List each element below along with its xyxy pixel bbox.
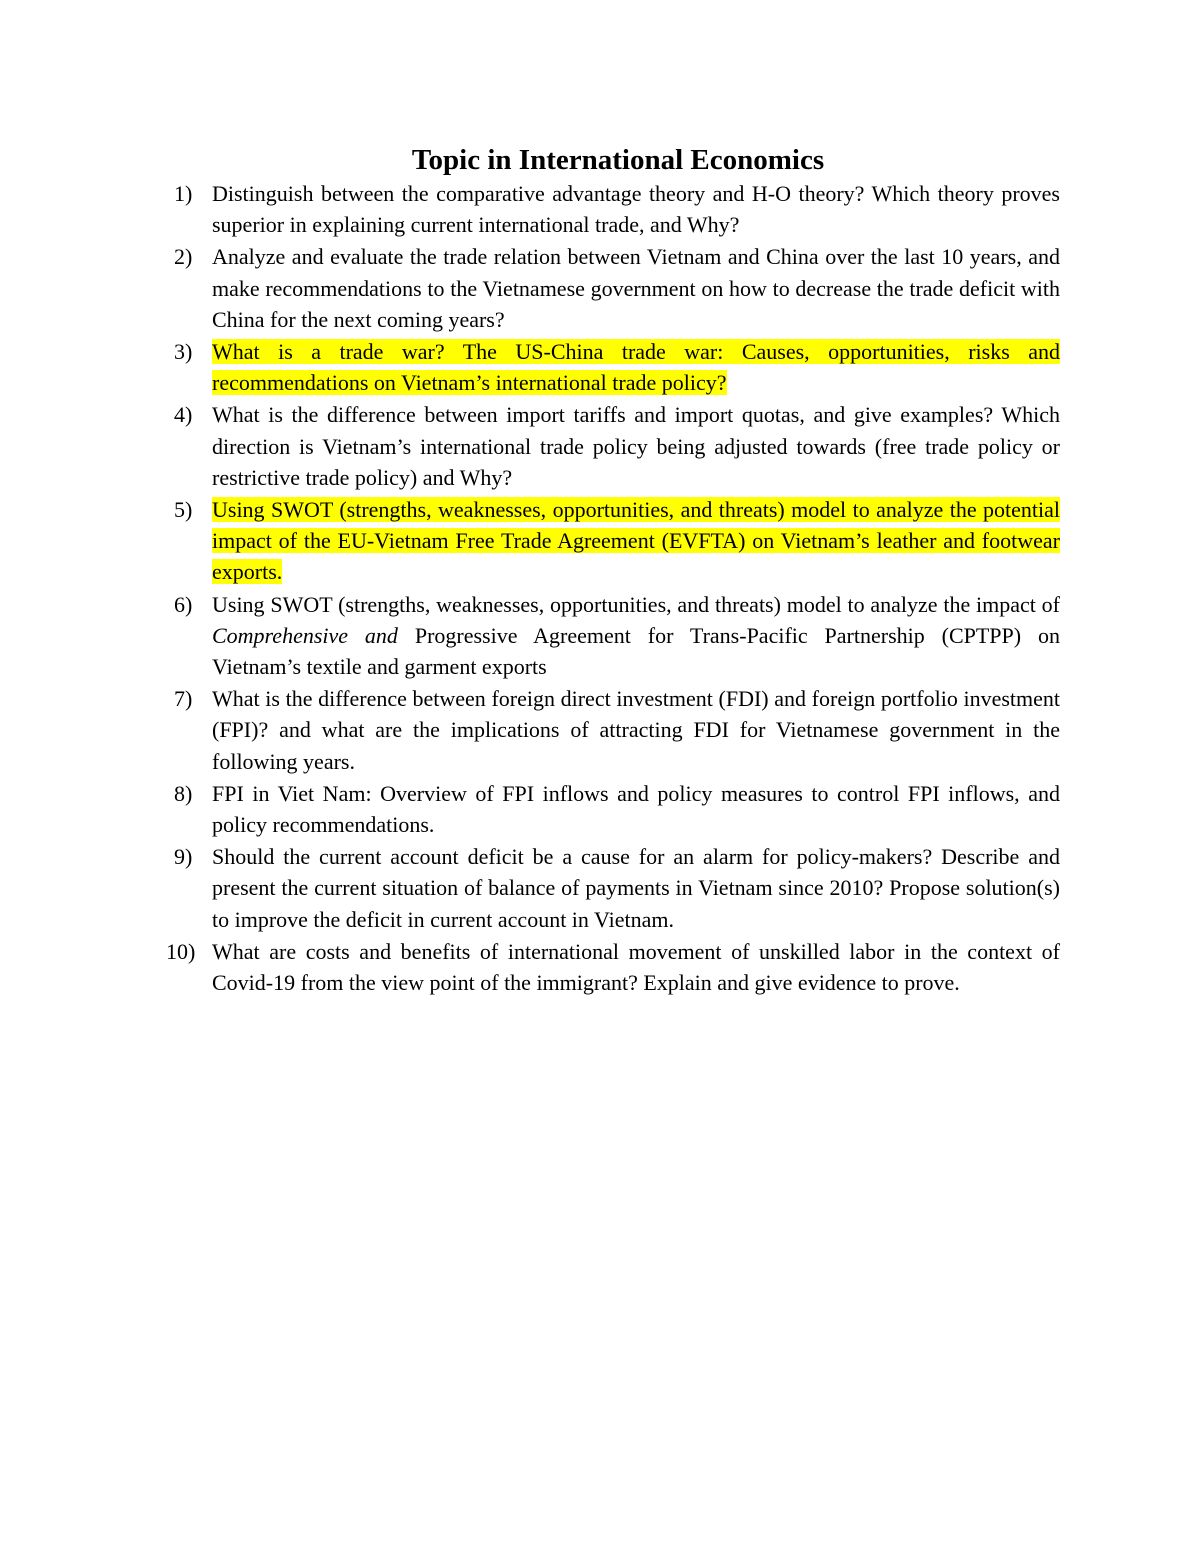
topic-number: 10) [166, 938, 196, 964]
topic-text: What are costs and benefits of international movement of unskilled labor in the context of Covid-19 from the view point of the immigrant? Explain and give evidence to prove. [212, 938, 1060, 996]
topic-text-wrapper [212, 589, 1060, 683]
topic-number: 3) [174, 339, 193, 365]
topic-text: Analyze and evaluate the trade relation between Vietnam and China over the last 10 years, and make recommendations to the Vietnamese government on how to decrease the trade deficit with China for the next coming years? [212, 244, 1060, 332]
topic-number: 4) [174, 402, 193, 428]
topic-item-5 [170, 494, 1060, 588]
topic-text-part: Using SWOT (strengths, weaknesses, opportunities, and threats) model to analyze the impact of [212, 591, 1060, 617]
topic-text: What is the difference between import tariffs and import quotas, and give examples? Which direction is Vietnam’s international trade policy being adjusted towards (free trade policy or restrictive trade policy) and Why? [212, 402, 1060, 490]
topic-item-3 [170, 336, 1060, 398]
topic-number: 9) [174, 844, 193, 870]
topic-text-wrapper [212, 336, 1060, 398]
topic-text-part: Progressive Agreement for Trans-Pacific Partnership (CPTPP) on Vietnam’s textile and garment exports [212, 622, 1060, 680]
document-title: Topic in International Economics [411, 144, 825, 176]
topic-list [166, 178, 1060, 999]
topic-number: 1) [174, 181, 193, 206]
topic-item-2 [170, 241, 1060, 335]
topic-number: 5) [174, 497, 193, 523]
topic-number: 2) [174, 244, 193, 270]
topic-text: What is the difference between foreign direct investment (FDI) and foreign portfolio investment (FPI)? and what are the implications of attracting FDI for Vietnamese government in the following years. [212, 686, 1060, 774]
topic-number: 6) [174, 591, 193, 617]
topic-item-4 [170, 399, 1060, 493]
topic-text: Should the current account deficit be a cause for an alarm for policy-makers? Describe and present the current situation of balance of payments in Vietnam since 2010? Propose solution(s) to improve the deficit in current account in Vietnam. [212, 844, 1060, 932]
topic-item-8 [170, 778, 1060, 840]
topic-item-10 [166, 936, 1060, 998]
topic-item-1 [170, 178, 1060, 240]
topic-item-6 [170, 589, 1060, 683]
highlighted-topic-text: What is a trade war? The US-China trade war: Causes, opportunities, risks and recommendations on Vietnam’s international trade policy? [212, 339, 1060, 396]
topic-number: 7) [174, 686, 193, 712]
topic-item-7 [170, 683, 1060, 777]
topic-text-wrapper [212, 494, 1060, 588]
italic-agreement-name: Comprehensive and [212, 622, 398, 648]
topic-text: FPI in Viet Nam: Overview of FPI inflows and policy measures to control FPI inflows, and policy recommendations. [212, 780, 1060, 838]
highlighted-topic-text: Using SWOT (strengths, weaknesses, opportunities, and threats) model to analyze the potential impact of the EU-Vietnam Free Trade Agreement (EVFTA) on Vietnam’s leather and footwear exports. [212, 497, 1060, 585]
topic-item-9 [170, 841, 1060, 935]
topic-number: 8) [174, 780, 193, 806]
topic-text: Distinguish between the comparative advantage theory and H-O theory? Which theory proves superior in explaining current international trade, and Why? [212, 181, 1060, 238]
